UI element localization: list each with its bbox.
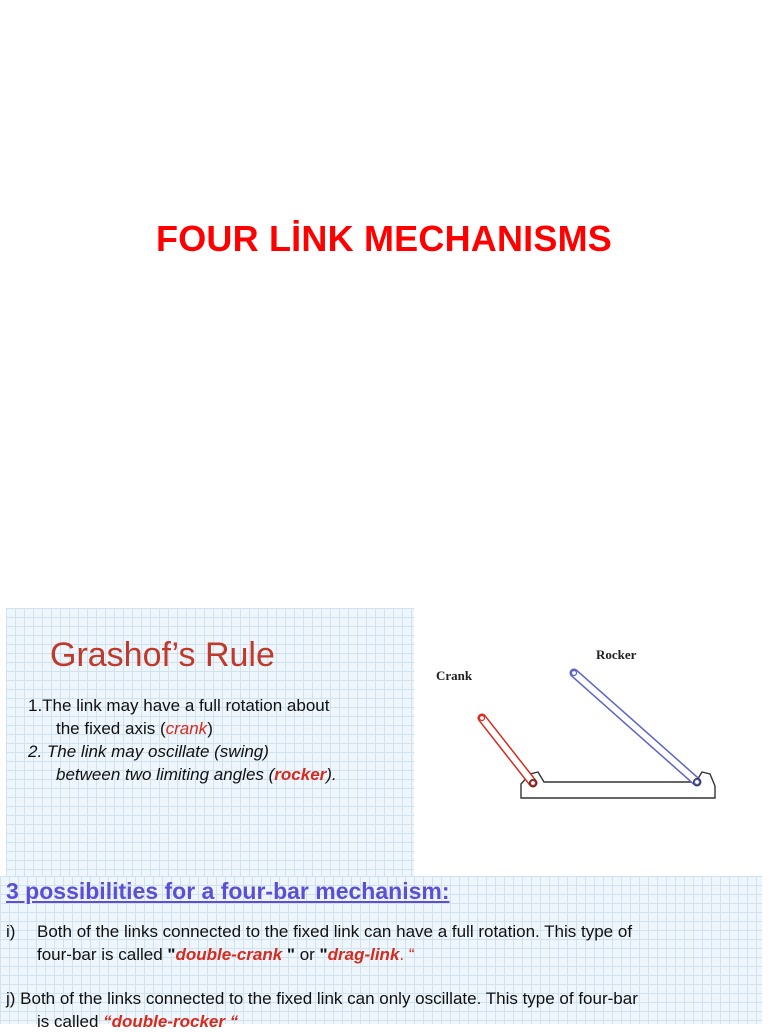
crank-label: Crank [436, 668, 473, 683]
double-crank-term: double-crank [175, 945, 287, 964]
rule-line-4: between two limiting angles (rocker). [56, 765, 337, 784]
rocker-link [572, 671, 700, 785]
possibility-j-line-1: j) Both of the links connected to the fixed link can only oscillate. This type of four-bar [6, 989, 638, 1008]
crank-term: crank [165, 719, 208, 738]
rocker-label: Rocker [596, 647, 637, 662]
grashof-title: Grashof’s Rule [50, 636, 275, 674]
possibilities-title: 3 possibilities for a four-bar mechanism: [6, 878, 450, 904]
rocker-term: rocker [274, 765, 327, 784]
crank-link [480, 716, 536, 786]
slide-title: FOUR LİNK MECHANISMS [156, 218, 612, 259]
possibility-i-marker: i) [6, 922, 16, 941]
possibility-i-line-2: four-bar is called "double-crank " or "drag-link. “ [37, 945, 415, 964]
possibility-i-line-1: Both of the links connected to the fixed link can have a full rotation. This type of [37, 922, 633, 941]
double-rocker-term: “double-rocker “ [103, 1012, 239, 1031]
rule-line-3: 2. The link may oscillate (swing) [28, 742, 269, 761]
rule-line-2: the fixed axis (crank) [56, 719, 213, 738]
four-bar-diagram [420, 640, 750, 810]
possibility-j-line-2: is called “double-rocker “ [37, 1012, 239, 1031]
rule-line-1: 1.The link may have a full rotation about [28, 696, 330, 715]
drag-link-term: drag-link [327, 945, 400, 964]
